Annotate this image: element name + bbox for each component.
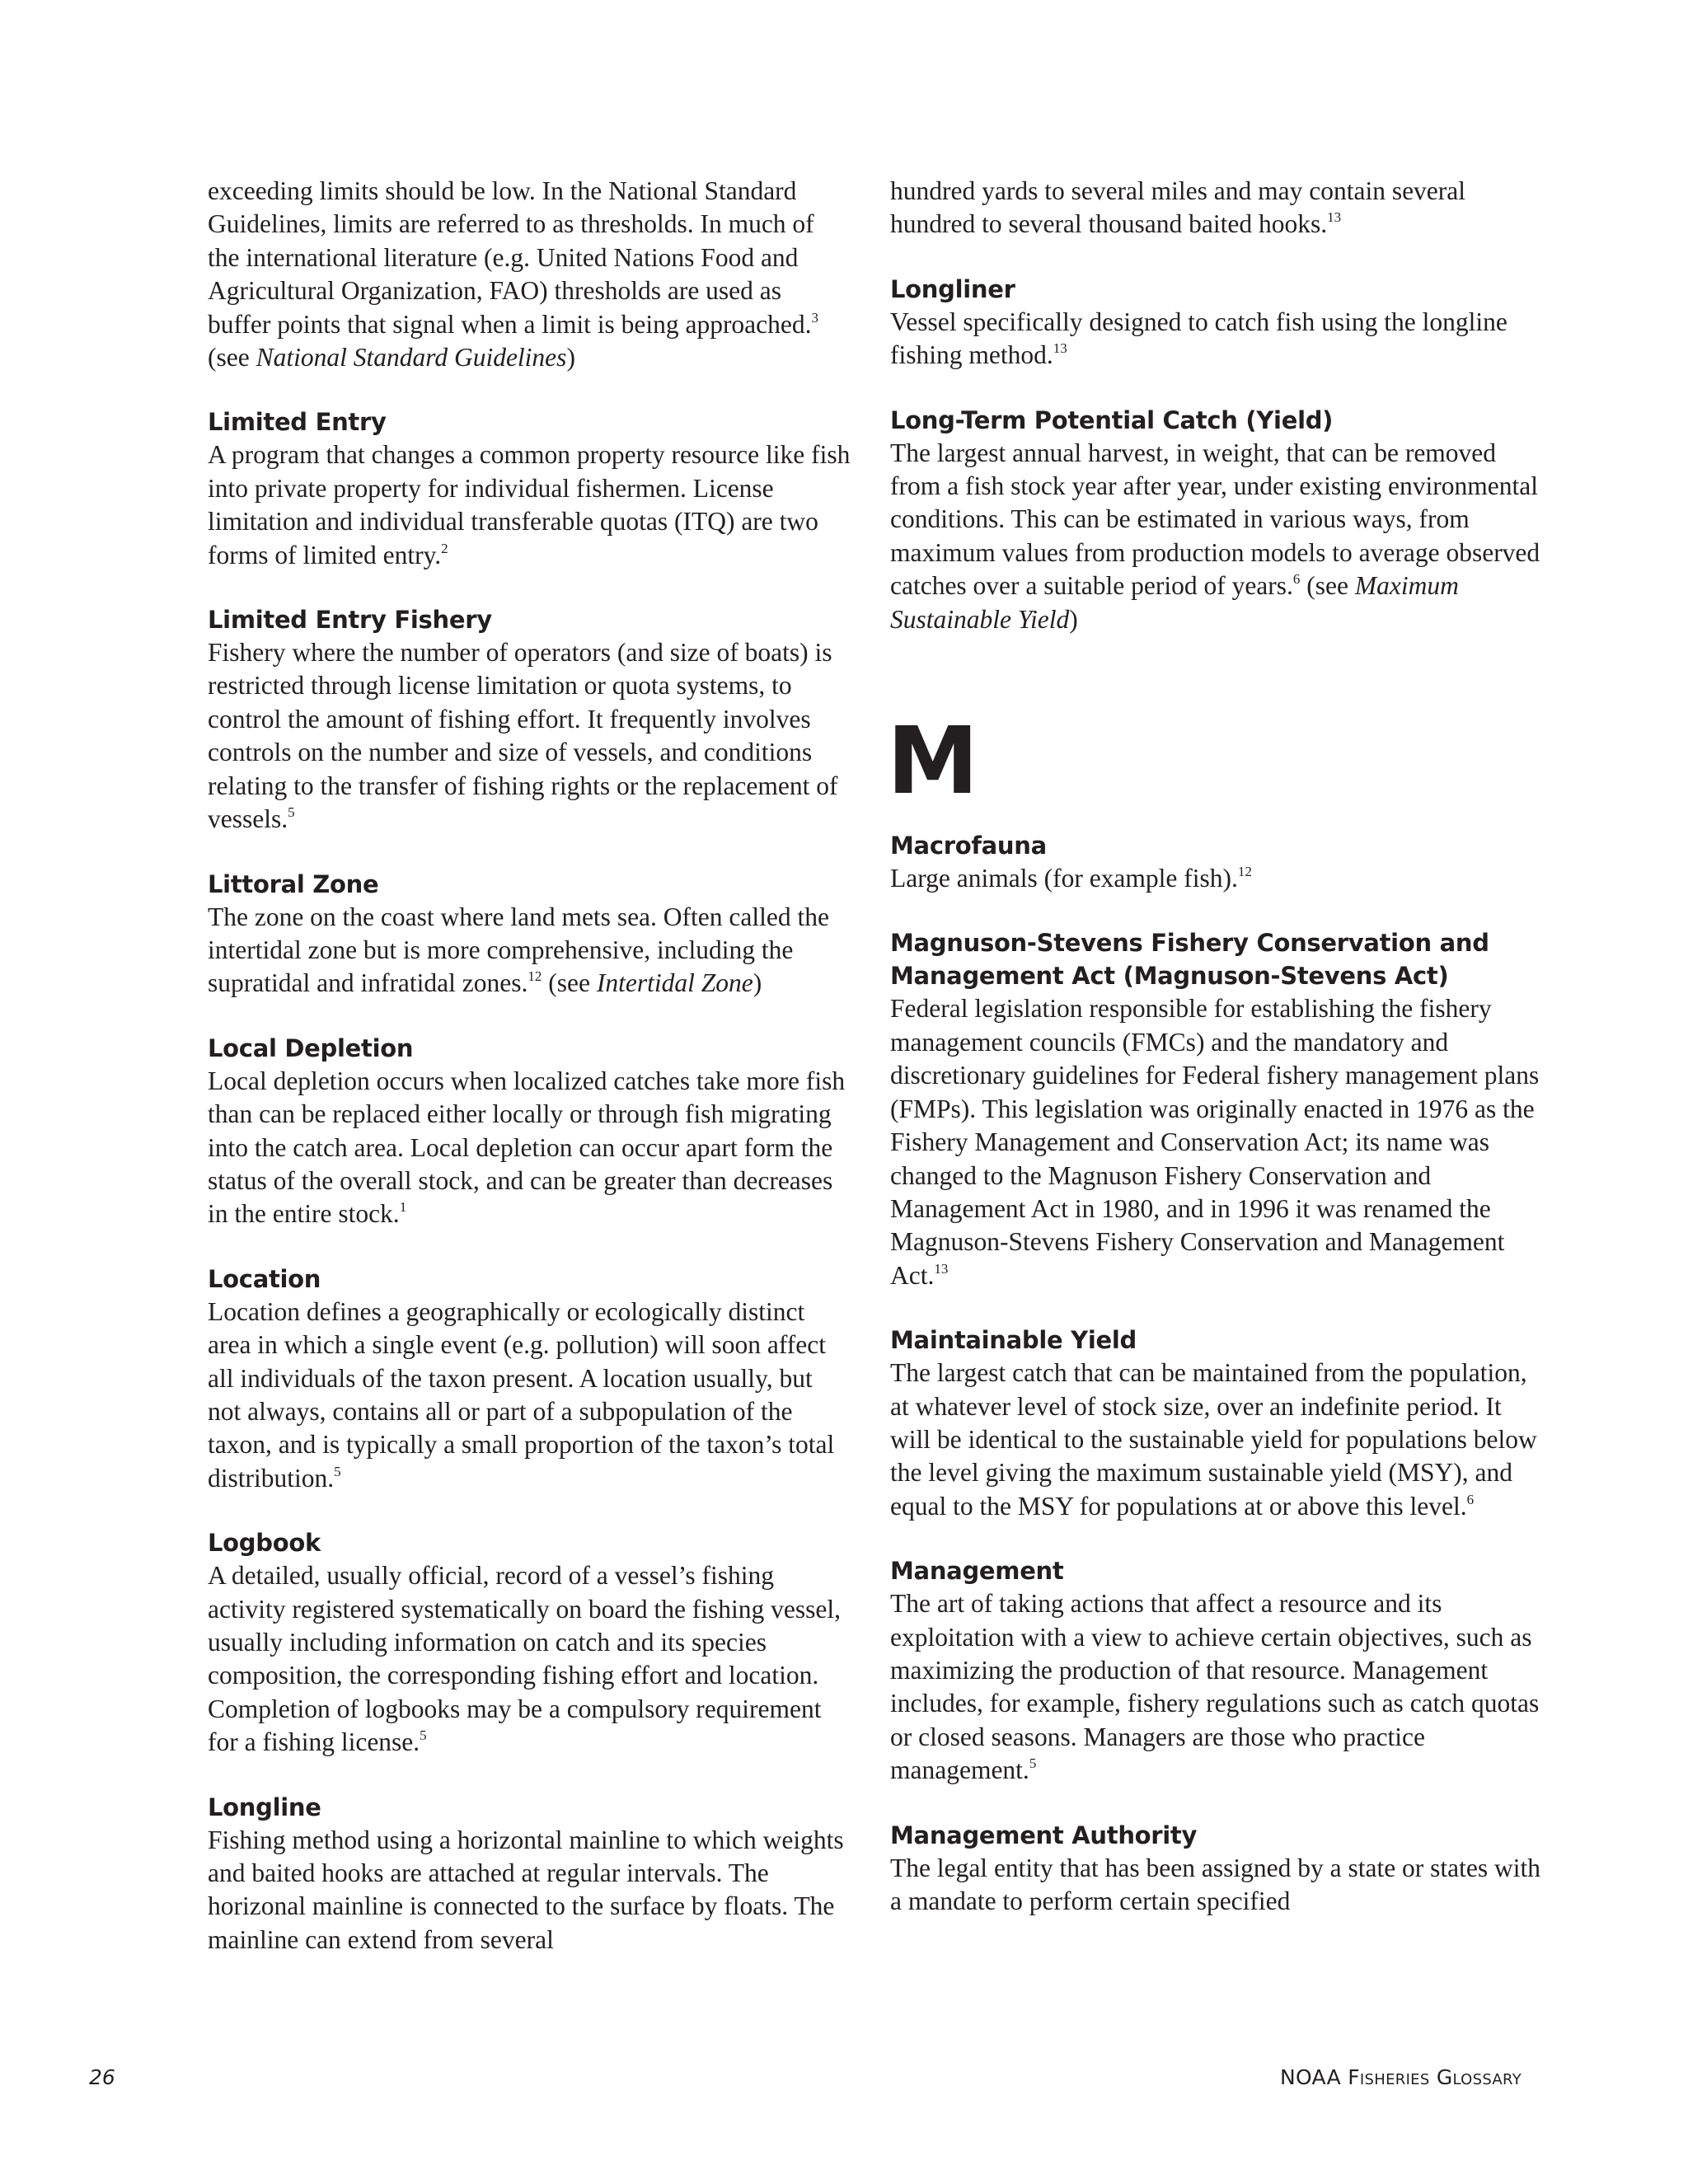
- footnote-ref: 13: [934, 1260, 949, 1277]
- cross-reference: Maximum Sustainable Yield: [890, 571, 1459, 634]
- glossary-entry: [208, 1791, 851, 1957]
- entry-definition: [208, 1296, 851, 1495]
- footnote-ref: 13: [1327, 209, 1342, 226]
- footnote-ref: 5: [288, 804, 295, 821]
- glossary-entry: [208, 868, 851, 1001]
- left-column: [208, 175, 851, 1988]
- entry-term: Limited Entry: [208, 408, 387, 437]
- text-run: (see: [208, 343, 256, 373]
- footnote-ref: 6: [1292, 571, 1301, 588]
- glossary-entry: [208, 1526, 851, 1759]
- section-letter: M: [887, 708, 979, 816]
- text-run: Large animals (for example fish).: [890, 864, 1238, 893]
- entry-definition: [890, 862, 1541, 895]
- glossary-entry: [208, 405, 851, 572]
- definition-text: [208, 175, 851, 374]
- text-run: A detailed, usually official, record of a vessel’s fishing activity registered systematically on board the fishing vessel, usually including information on catch and its species composition, the corresponding fishing effort and location. Completion of logbooks may be a compulsory requirement for a fishing license.: [208, 1561, 842, 1757]
- entry-term: Long-Term Potential Catch (Yield): [890, 405, 1334, 434]
- footnote-ref: 2: [441, 540, 448, 556]
- entry-definition: [208, 1824, 851, 1957]
- glossary-entry: [890, 273, 1541, 373]
- entry-term: Management Authority: [890, 1821, 1198, 1849]
- glossary-entry: [890, 1324, 1541, 1523]
- publication-title: NOAA Fisheries Glossary: [1279, 2065, 1522, 2089]
- page-number: 26: [89, 2065, 115, 2089]
- text-run: The zone on the coast where land mets sea. Often called the intertidal zone but is more comprehensive, including the supratidal and infratidal zones.: [208, 902, 829, 998]
- entry-term: Magnuson-Stevens Fishery Conservation and Management Act (Magnuson-Stevens Act): [890, 929, 1489, 991]
- entry-definition: [890, 1852, 1541, 1919]
- entry-definition: [890, 1357, 1541, 1523]
- footnote-ref: 5: [1029, 1755, 1037, 1772]
- footnote-ref: 5: [334, 1463, 341, 1479]
- text-run: ): [753, 968, 762, 998]
- footnote-ref: 6: [1466, 1491, 1475, 1507]
- entry-definition: [890, 992, 1541, 1292]
- footnote-ref: 1: [399, 1199, 407, 1216]
- text-run: The largest annual harvest, in weight, that can be removed from a fish stock year after year, under existing environmental conditions. This can be estimated in various ways, from maximum values from production models to average observed catches over a suitable period of years.: [890, 438, 1540, 601]
- entry-term: Longliner: [890, 274, 1015, 303]
- entry-term: Location: [208, 1264, 321, 1293]
- cross-reference: Intertidal Zone: [596, 968, 753, 998]
- glossary-entry: [208, 603, 851, 836]
- glossary-entry: [890, 1554, 1541, 1787]
- glossary-entry: [890, 829, 1541, 895]
- footnote-ref: 3: [811, 309, 818, 326]
- entry-term: Logbook: [208, 1529, 321, 1558]
- continued-definition: [208, 175, 851, 374]
- text-run: A program that changes a common property resource like fish into private property for individual fishermen. License limitation and individual transferable quotas (ITQ) are two forms of limited entry.: [208, 440, 851, 569]
- text-run: hundred yards to several miles and may contain several hundred to several thousand baited hooks.: [890, 176, 1466, 239]
- entry-definition: [208, 438, 851, 572]
- left-entries: [208, 405, 851, 1957]
- text-run: Federal legislation responsible for establishing the fishery management councils (FMCs) and the mandatory and discretionary guidelines for Federal fishery management plans (FMPs). This legislation was originally enacted in 1976 as the Fishery Management and Conservation Act; its name was changed to the Magnuson Fishery Conservation and Management Act in 1980, and in 1996 it was renamed the Magnuson-Stevens Fishery Conservation and Management Act.: [890, 994, 1540, 1290]
- text-run: Location defines a geographically or ecologically distinct area in which a single event (e.g. pollution) will soon affect all individuals of the taxon present. A location usually, but not always, contains all or part of a subpopulation of the taxon, and is typically a small proportion of the taxon’s total distribution.: [208, 1296, 835, 1493]
- text-run: The legal entity that has been assigned by a state or states with a mandate to perform certain specified: [890, 1853, 1541, 1915]
- glossary-entry: [208, 1032, 851, 1231]
- entry-definition: [890, 306, 1541, 373]
- continued-definition: [890, 175, 1541, 241]
- entry-definition: [890, 1587, 1541, 1787]
- entry-definition: [208, 1559, 851, 1759]
- text-run: Vessel specifically designed to catch fish using the longline fishing method.: [890, 307, 1507, 370]
- glossary-entry: [890, 1819, 1541, 1919]
- entry-term: Limited Entry Fishery: [208, 606, 492, 635]
- entry-definition: [208, 1065, 851, 1231]
- entry-term: Longline: [208, 1793, 321, 1821]
- footnote-ref: 13: [1053, 340, 1067, 357]
- right-entries-after: [890, 829, 1541, 1918]
- entry-term: Local Depletion: [208, 1033, 414, 1062]
- glossary-entry: [208, 1263, 851, 1495]
- entry-definition: [208, 901, 851, 1001]
- text-run: Fishing method using a horizontal mainline to which weights and baited hooks are attached at regular intervals. The horizonal mainline is connected to the surface by floats. The mainline can extend from several: [208, 1825, 844, 1954]
- text-run: exceeding limits should be low. In the National Standard Guidelines, limits are referred to as thresholds. In much of the international literature (e.g. United Nations Food and Agricultural Organization, FAO) thresholds are used as buffer points that signal when a limit is being approached.: [208, 176, 814, 339]
- text-run: The largest catch that can be maintained from the population, at whatever level of stock size, over an indefinite period. It will be identical to the sustainable yield for populations below the level giving the maximum sustainable yield (MSY), and equal to the MSY for populations at or above this level.: [890, 1358, 1537, 1521]
- footnote-ref: 12: [1237, 864, 1252, 880]
- text-run: (see: [542, 968, 597, 998]
- text-run: Fishery where the number of operators (and size of boats) is restricted through license limitation or quota systems, to control the amount of fishing effort. It frequently involves controls on the number and size of vessels, and conditions relating to the transfer of fishing rights or the replacement of vessels.: [208, 638, 838, 834]
- glossary-entry: [890, 926, 1541, 1292]
- text-run: The art of taking actions that affect a resource and its exploitation with a view to achieve certain objectives, such as maximizing the production of that resource. Management includes, for example, fishery regulations such as catch quotas or closed seasons. Managers are those who practice management.: [890, 1589, 1540, 1785]
- right-entries-before: [890, 273, 1541, 636]
- right-column: [887, 175, 1541, 1949]
- cross-reference: National Standard Guidelines: [256, 343, 567, 373]
- text-run: ): [1069, 604, 1078, 634]
- entry-term: Macrofauna: [890, 832, 1047, 860]
- definition-text: [890, 175, 1541, 241]
- footnote-ref: 12: [528, 968, 542, 985]
- text-run: Local depletion occurs when localized catches take more fish than can be replaced either locally or through fish migrating into the catch area. Local depletion can occur apart form the status of the overall stock, and can be greater than decreases in the entire stock.: [208, 1066, 846, 1229]
- text-run: (see: [1300, 571, 1355, 601]
- entry-term: Maintainable Yield: [890, 1326, 1137, 1355]
- text-run: ): [566, 343, 575, 373]
- glossary-entry: [890, 404, 1541, 636]
- entry-definition: [208, 636, 851, 836]
- entry-definition: [890, 437, 1541, 636]
- entry-term: Littoral Zone: [208, 869, 379, 898]
- entry-term: Management: [890, 1557, 1064, 1586]
- footnote-ref: 5: [420, 1727, 427, 1744]
